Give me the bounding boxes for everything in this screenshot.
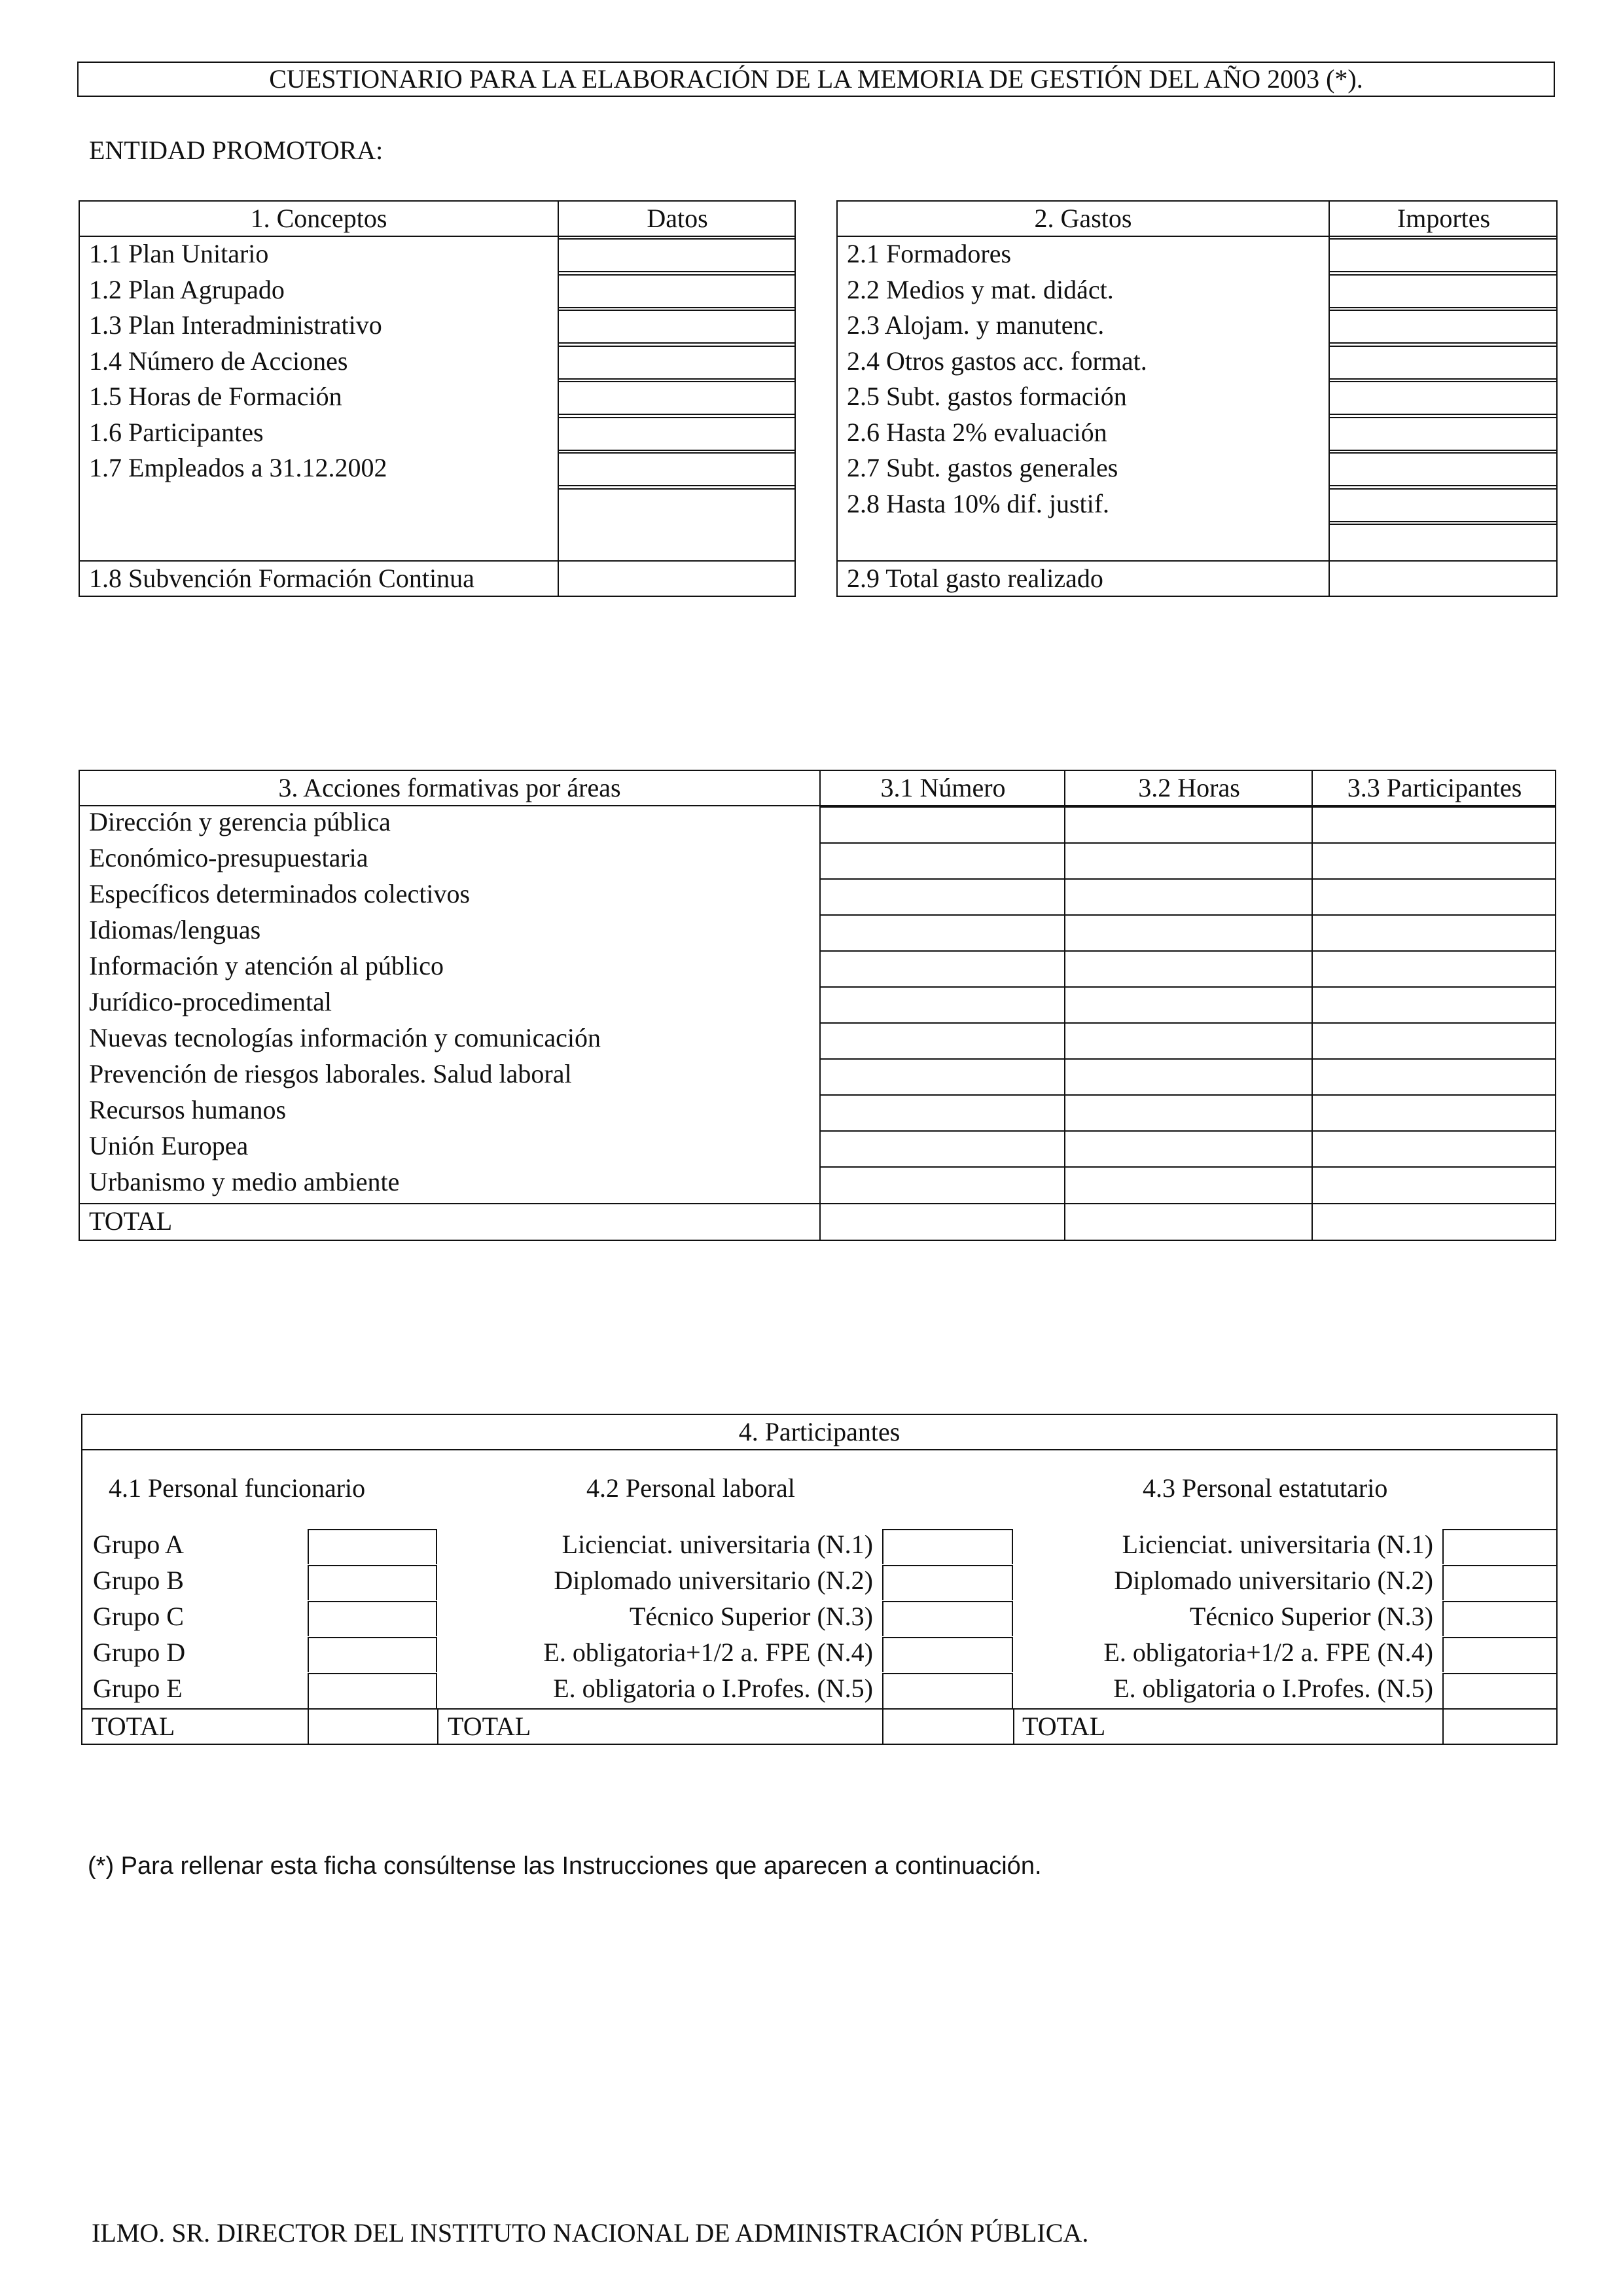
section3-row-field[interactable] xyxy=(1065,878,1311,913)
section4-total-label-2: TOTAL xyxy=(448,1712,531,1741)
section4-total-label-3: TOTAL xyxy=(1022,1712,1106,1741)
section3-row-label: Específicos determinados colectivos xyxy=(89,879,471,908)
section2-row-field[interactable] xyxy=(1330,452,1556,486)
section4-funcionario-field[interactable] xyxy=(308,1637,437,1672)
section4-laboral-level-label: Licienciat. universitaria (N.1) xyxy=(562,1530,873,1559)
section4-total-field-3[interactable] xyxy=(1444,1710,1556,1744)
section4-laboral-field[interactable] xyxy=(882,1565,1013,1600)
section3-row-label: Idiomas/lenguas xyxy=(89,915,261,944)
section4-group-label: Grupo C xyxy=(93,1602,184,1631)
section1-row-field[interactable] xyxy=(559,274,794,308)
section4-laboral-field[interactable] xyxy=(882,1529,1013,1564)
section2-header-concept: 2. Gastos xyxy=(838,202,1329,237)
section1-row-label: 1.1 Plan Unitario xyxy=(89,239,269,268)
section2-row-label: 2.8 Hasta 10% dif. justif. xyxy=(847,488,1110,518)
section3-row-field[interactable] xyxy=(821,1058,1064,1093)
form-title: CUESTIONARIO PARA LA ELABORACIÓN DE LA MEMORIA DE GESTIÓN DEL AÑO 2003 (*). xyxy=(77,62,1555,97)
section2-row-field[interactable] xyxy=(1330,346,1556,380)
section4-funcionario-field[interactable] xyxy=(308,1565,437,1600)
section3-row-field[interactable] xyxy=(1313,842,1555,877)
section3-row-field[interactable] xyxy=(1313,986,1555,1021)
section4-estatutario-level-label: Licienciat. universitaria (N.1) xyxy=(1122,1530,1433,1559)
section3-row-field[interactable] xyxy=(1065,1022,1311,1057)
section3-row-field[interactable] xyxy=(821,1022,1064,1057)
section4-estatutario-field[interactable] xyxy=(1442,1637,1556,1672)
section4-estatutario-field[interactable] xyxy=(1442,1673,1556,1708)
section3-row-field[interactable] xyxy=(1065,914,1311,949)
section3-row-field[interactable] xyxy=(1313,878,1555,913)
section4-group-label: Grupo E xyxy=(93,1674,183,1703)
section4-funcionario-field[interactable] xyxy=(308,1601,437,1636)
section4-col2-title: 4.2 Personal laboral xyxy=(586,1473,795,1503)
section3-row-field[interactable] xyxy=(821,986,1064,1021)
footnote: (*) Para rellenar esta ficha consúltense las Instrucciones que aparecen a continuación. xyxy=(88,1852,1042,1880)
section4-total-label-1: TOTAL xyxy=(92,1712,175,1741)
section3-row-field[interactable] xyxy=(821,1166,1064,1201)
section4-estatutario-field[interactable] xyxy=(1442,1529,1556,1564)
section3-row-field[interactable] xyxy=(1313,1058,1555,1093)
section3-row-label: Prevención de riesgos laborales. Salud laboral xyxy=(89,1059,572,1088)
section3-row-field[interactable] xyxy=(1065,1166,1311,1201)
section1-row-field[interactable] xyxy=(559,238,794,272)
entity-label: ENTIDAD PROMOTORA: xyxy=(89,135,383,165)
section4-total-field-1[interactable] xyxy=(309,1710,437,1744)
section1-row-label: 1.7 Empleados a 31.12.2002 xyxy=(89,453,387,482)
section2-row-field[interactable] xyxy=(1330,417,1556,451)
section3-total-field[interactable] xyxy=(1065,1204,1311,1240)
section1-row-field[interactable] xyxy=(559,417,794,451)
section2-row-label: 2.5 Subt. gastos formación xyxy=(847,382,1127,411)
section4-group-label: Grupo A xyxy=(93,1530,184,1559)
section4-estatutario-level-label: E. obligatoria+1/2 a. FPE (N.4) xyxy=(1103,1638,1433,1667)
section2-header-value: Importes xyxy=(1329,202,1558,237)
section3-total-field[interactable] xyxy=(1313,1204,1555,1240)
section2-row-label: 2.7 Subt. gastos generales xyxy=(847,453,1118,482)
section4-col3-title: 4.3 Personal estatutario xyxy=(1143,1473,1388,1503)
section3-row-field[interactable] xyxy=(821,1094,1064,1129)
section4-col1-title: 4.1 Personal funcionario xyxy=(109,1473,366,1503)
section3-row-field[interactable] xyxy=(1065,986,1311,1021)
section4-estatutario-field[interactable] xyxy=(1442,1601,1556,1636)
section3-row-field[interactable] xyxy=(1065,950,1311,985)
section1-header-value: Datos xyxy=(558,202,796,237)
section3-header-participants: 3.3 Participantes xyxy=(1311,771,1556,806)
section3-row-field[interactable] xyxy=(1313,950,1555,985)
section4-funcionario-field[interactable] xyxy=(308,1673,437,1708)
section4-laboral-level-label: E. obligatoria o I.Profes. (N.5) xyxy=(553,1674,873,1703)
section3-row-label: Recursos humanos xyxy=(89,1095,287,1124)
section2-row-field[interactable] xyxy=(1330,238,1556,272)
section4-laboral-field[interactable] xyxy=(882,1637,1013,1672)
section2-row-label: 2.4 Otros gastos acc. format. xyxy=(847,346,1147,376)
section4-group-label: Grupo B xyxy=(93,1566,184,1595)
section1-row-field[interactable] xyxy=(559,452,794,486)
section1-total-label: 1.8 Subvención Formación Continua xyxy=(89,564,474,593)
section3-row-field[interactable] xyxy=(1313,1130,1555,1165)
section1-spare-field[interactable] xyxy=(559,488,794,561)
section2-row-label: 2.1 Formadores xyxy=(847,239,1012,268)
section3-row-field[interactable] xyxy=(1313,1022,1555,1057)
section1-row-field[interactable] xyxy=(559,346,794,380)
section3-header-area: 3. Acciones formativas por áreas xyxy=(80,771,819,806)
section2-row-field[interactable] xyxy=(1330,381,1556,415)
section3-header-number: 3.1 Número xyxy=(819,771,1065,806)
section2-row-label: 2.3 Alojam. y manutenc. xyxy=(847,310,1105,340)
section1-row-label: 1.4 Número de Acciones xyxy=(89,346,348,376)
section1-row-field[interactable] xyxy=(559,381,794,415)
section1-row-label: 1.5 Horas de Formación xyxy=(89,382,342,411)
section3-row-label: Información y atención al público xyxy=(89,951,444,980)
section3-row-field[interactable] xyxy=(1065,1058,1311,1093)
section3-row-field[interactable] xyxy=(1313,806,1555,841)
section4-estatutario-level-label: E. obligatoria o I.Profes. (N.5) xyxy=(1113,1674,1433,1703)
section3-header-hours: 3.2 Horas xyxy=(1064,771,1313,806)
section3-table xyxy=(79,770,1556,1241)
section1-table xyxy=(79,200,796,597)
section3-row-label: Urbanismo y medio ambiente xyxy=(89,1167,400,1196)
section4-header: 4. Participantes xyxy=(82,1415,1556,1450)
section1-row-label: 1.6 Participantes xyxy=(89,417,264,447)
section4-laboral-field[interactable] xyxy=(882,1673,1013,1708)
section4-estatutario-level-label: Diplomado universitario (N.2) xyxy=(1114,1566,1433,1595)
section3-row-field[interactable] xyxy=(1313,1166,1555,1201)
section3-row-field[interactable] xyxy=(1065,1094,1311,1129)
section3-row-field[interactable] xyxy=(1065,1130,1311,1165)
section4-laboral-field[interactable] xyxy=(882,1601,1013,1636)
section2-total-field[interactable] xyxy=(1331,562,1555,596)
section1-header-concept: 1. Conceptos xyxy=(80,202,558,237)
section2-row-label: 2.2 Medios y mat. didáct. xyxy=(847,274,1114,304)
section3-row-field[interactable] xyxy=(821,806,1064,841)
section3-row-field[interactable] xyxy=(821,950,1064,985)
section2-row-field[interactable] xyxy=(1330,488,1556,522)
section3-row-label: Unión Europea xyxy=(89,1131,249,1160)
section4-funcionario-field[interactable] xyxy=(308,1529,437,1564)
section2-row-field[interactable] xyxy=(1330,274,1556,308)
section4-group-label: Grupo D xyxy=(93,1638,186,1667)
section3-total-field[interactable] xyxy=(821,1204,1064,1240)
section3-row-field[interactable] xyxy=(1065,806,1311,841)
section4-laboral-level-label: E. obligatoria+1/2 a. FPE (N.4) xyxy=(543,1638,873,1667)
section3-row-label: Económico-presupuestaria xyxy=(89,843,368,872)
section3-row-label: Jurídico-procedimental xyxy=(89,987,332,1016)
section1-total-field[interactable] xyxy=(560,562,793,596)
section3-row-label: Nuevas tecnologías información y comunicación xyxy=(89,1023,601,1052)
footer-addressee: ILMO. SR. DIRECTOR DEL INSTITUTO NACIONAL DE ADMINISTRACIÓN PÚBLICA. xyxy=(92,2218,1089,2248)
section2-row-label: 2.6 Hasta 2% evaluación xyxy=(847,417,1107,447)
section3-row-field[interactable] xyxy=(821,1130,1064,1165)
section3-row-field[interactable] xyxy=(1313,914,1555,949)
section1-row-field[interactable] xyxy=(559,310,794,344)
section3-row-field[interactable] xyxy=(821,842,1064,877)
section1-row-label: 1.2 Plan Agrupado xyxy=(89,274,285,304)
section3-row-field[interactable] xyxy=(821,878,1064,913)
section1-row-label: 1.3 Plan Interadministrativo xyxy=(89,310,382,340)
section2-spare-field[interactable] xyxy=(1330,524,1556,560)
section3-row-field[interactable] xyxy=(1065,842,1311,877)
section2-total-label: 2.9 Total gasto realizado xyxy=(847,564,1103,593)
section2-table xyxy=(836,200,1558,597)
section2-row-field[interactable] xyxy=(1330,310,1556,344)
section4-laboral-level-label: Técnico Superior (N.3) xyxy=(629,1602,873,1631)
section3-row-label: Dirección y gerencia pública xyxy=(89,807,391,836)
section4-total-field-2[interactable] xyxy=(883,1710,1013,1744)
section4-estatutario-level-label: Técnico Superior (N.3) xyxy=(1189,1602,1433,1631)
section3-row-field[interactable] xyxy=(821,914,1064,949)
section4-table xyxy=(81,1414,1558,1745)
section3-total-label: TOTAL xyxy=(89,1206,173,1236)
section4-estatutario-field[interactable] xyxy=(1442,1565,1556,1600)
section3-row-field[interactable] xyxy=(1313,1094,1555,1129)
section4-laboral-level-label: Diplomado universitario (N.2) xyxy=(554,1566,873,1595)
